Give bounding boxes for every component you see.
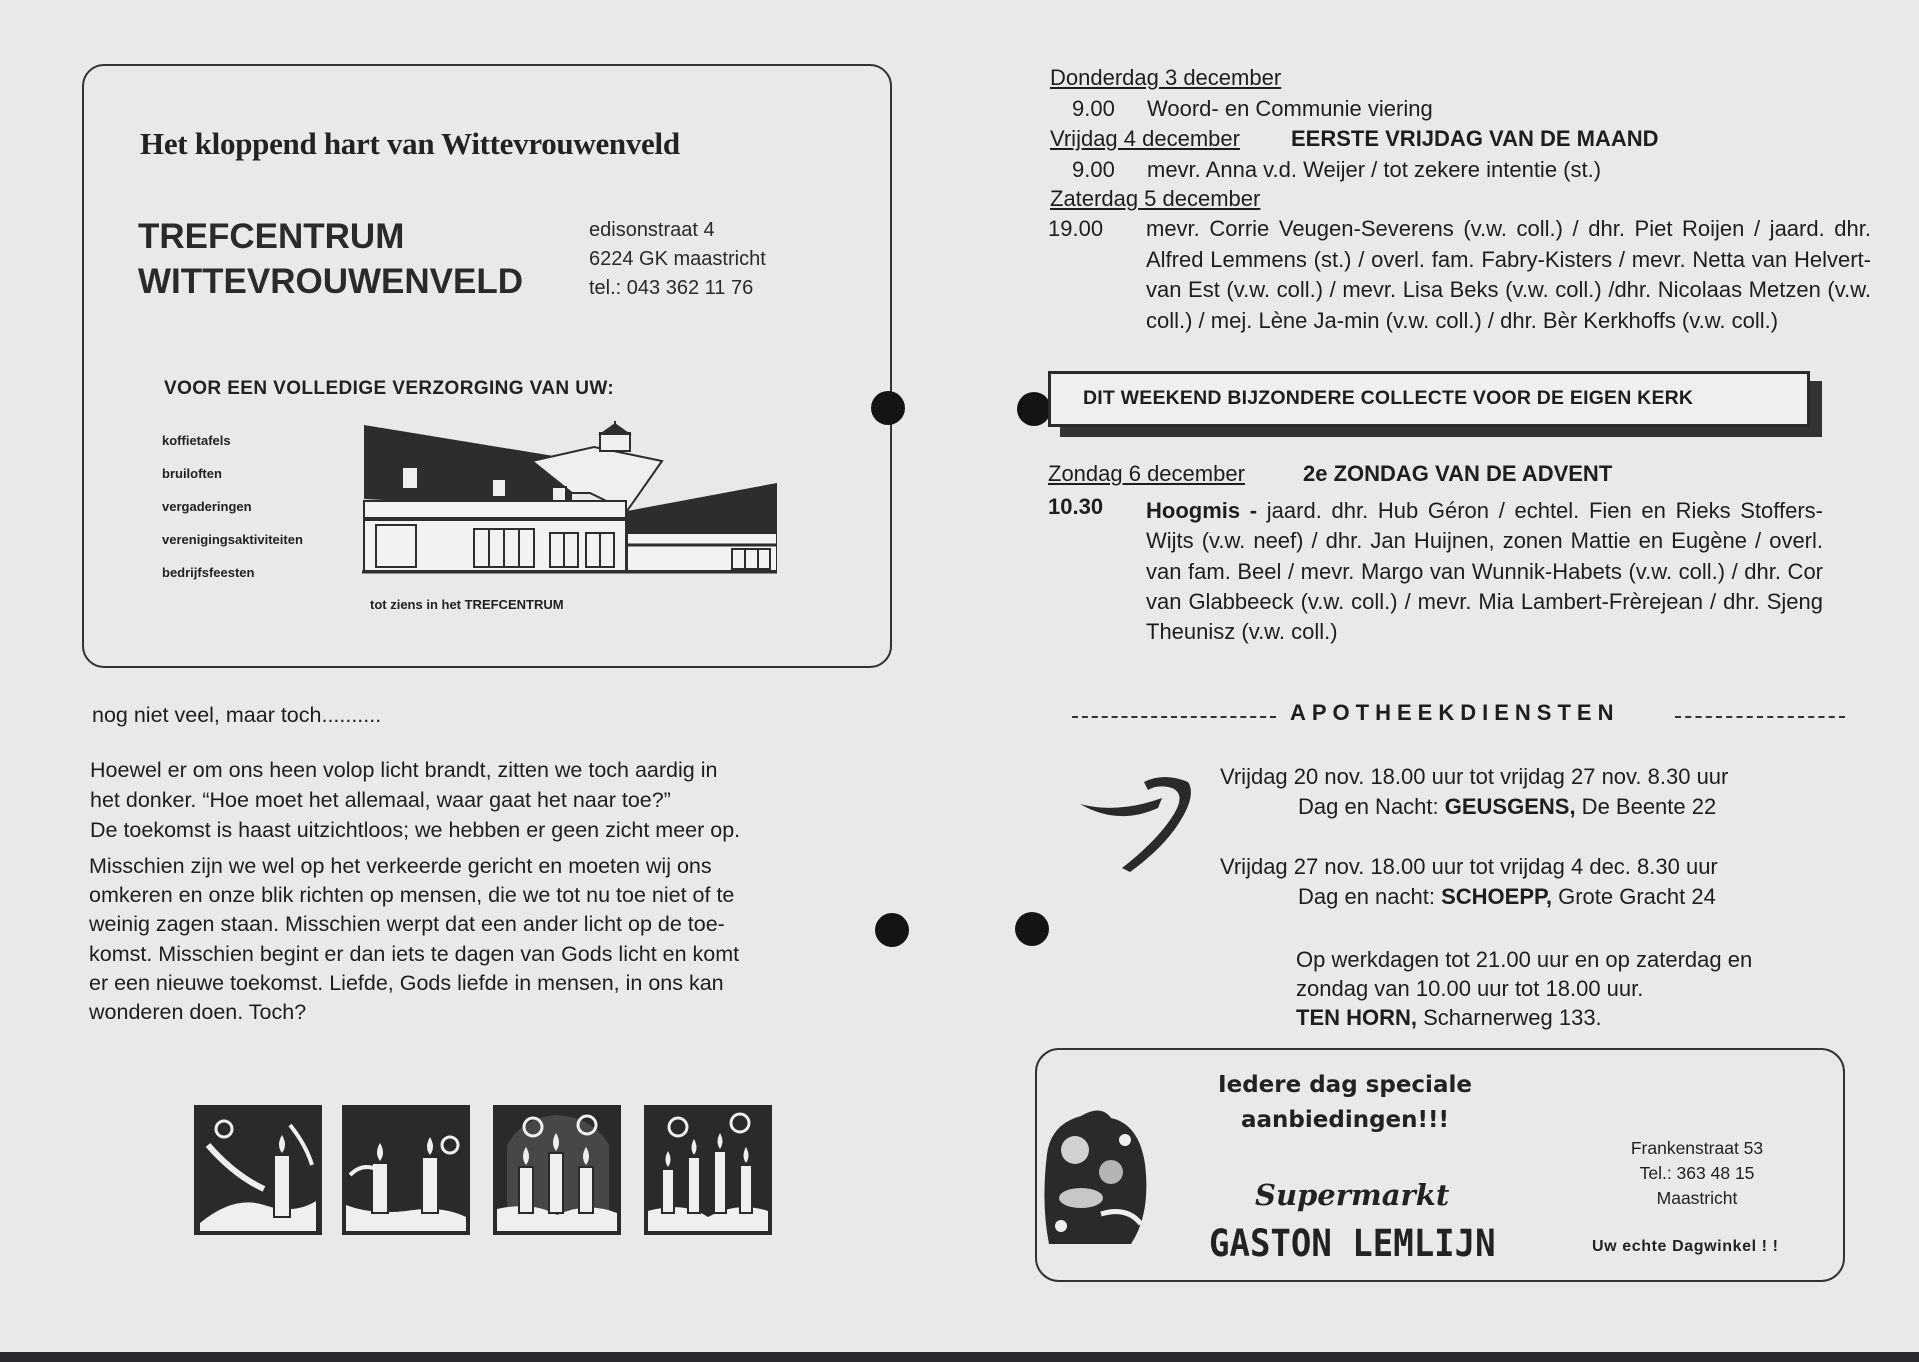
mass-intentions: jaard. dhr. Hub Géron / echtel. Fien en Rieks Stoffers-Wijts (v.w. neef) / dhr. Jan Huijnen, zonen Mattie en Eugène / overl. van fam. Beel / mevr. Margo van Wunnik-Habets (v.w. coll.) / dhr. Cor van Glabbeeck (v.w. coll.) / mevr. Mia Lambert-Frèrejean / dhr. Sjeng Theunisz (v.w. coll.) (1146, 498, 1823, 645)
fruit-basket-illustration (1041, 1094, 1151, 1254)
left-heading: nog niet veel, maar toch.......... (92, 703, 382, 727)
text-saturday: mevr. Corrie Veugen-Severens (v.w. coll.) / dhr. Piet Roijen / jaard. dhr. Alfred Lemmens (st.) / overl. fam. Fabry-Kisters / mevr. Netta van Helvert-van Est (v.w. coll.) / mevr. Lisa Beks (v.w. coll.) /dhr. Nicolaas Metzen (v.w. coll.) / mej. Lène Ja-min (v.w. coll.) / dhr. Bèr Kerkhoffs (v.w. coll.) (1146, 216, 1871, 333)
text-line: komst. Misschien begint er dan iets te dagen van Gods licht en komt (89, 941, 740, 966)
apotheek-pharmacy-2: Dag en nacht: SCHOEPP, Grote Gracht 24 (1298, 884, 1716, 909)
ad-script-logo: Supermarkt (1255, 1178, 1450, 1212)
ad-offer (1185, 1068, 1505, 1138)
service-item: koffietafels (162, 433, 231, 448)
left-paragraph-2 (89, 852, 739, 1027)
supermarket-ad (1035, 1048, 1845, 1282)
ad-store-address: Frankenstraat 53 Tel.: 363 48 15 Maastricht (1630, 1138, 1764, 1208)
text-line: er een nieuwe toekomst. Liefde, Gods liefde in mensen, in ons kan (89, 970, 724, 995)
text-line: het donker. “Hoe moet het allemaal, waar gaat het naar toe?” (90, 788, 671, 812)
day-label-thursday: Donderdag 3 december (1050, 65, 1282, 90)
offer-line1: Iedere dag speciale (1218, 1072, 1472, 1098)
pharmacy-snake-bowl-icon (1078, 774, 1196, 874)
text-line: omkeren en onze blik richten op mensen, die we tot nu toe niet of te (89, 883, 735, 908)
ad-street: edisonstraat 4 (589, 219, 715, 241)
building-illustration (362, 421, 777, 581)
service-item: vergaderingen (162, 499, 252, 514)
apotheek-weekend-hours: zondag van 10.00 uur tot 18.00 uur. (1296, 976, 1644, 1001)
ad-store-slogan: Uw echte Dagwinkel ! ! (1592, 1238, 1779, 1255)
binder-hole-icon (1015, 912, 1049, 946)
binder-hole-icon (871, 391, 905, 425)
day-label-sunday: Zondag 6 december (1048, 461, 1245, 486)
title-friday: EERSTE VRIJDAG VAN DE MAAND (1291, 126, 1659, 151)
text-line: De toekomst is haast uitzichtloos; we hebben er geen zicht meer op. (90, 818, 741, 842)
left-paragraph-1 (90, 755, 740, 845)
text-thursday: Woord- en Communie viering (1147, 96, 1433, 121)
ad-tagline: VOOR EEN VOLLEDIGE VERZORGING VAN UW: (164, 378, 615, 399)
offer-line2: aanbiedingen!!! (1241, 1107, 1449, 1133)
mass-label: Hoogmis - (1146, 498, 1258, 523)
apotheek-weekday-hours: Op werkdagen tot 21.00 uur en op zaterdag en (1296, 947, 1753, 972)
service-item: verenigingsaktiviteiten (162, 532, 303, 547)
service-item: bedrijfsfeesten (162, 565, 255, 580)
collecte-notice (1048, 371, 1810, 427)
advent-candle-2-icon (342, 1105, 470, 1235)
time-sunday: 10.30 (1048, 494, 1104, 519)
title-sunday: 2e ZONDAG VAN DE ADVENT (1303, 461, 1613, 486)
apotheek-period-1: Vrijdag 20 nov. 18.00 uur tot vrijdag 27 nov. 8.30 uur (1220, 764, 1729, 789)
text-friday: mevr. Anna v.d. Weijer / tot zekere intentie (st.) (1147, 157, 1602, 182)
time-saturday: 19.00 (1048, 216, 1104, 241)
ad-address (589, 216, 766, 303)
apotheek-title: APOTHEEKDIENSTEN (1290, 700, 1620, 725)
pharmacy-name: GEUSGENS, (1444, 794, 1576, 819)
ad-phone: tel.: 043 362 11 76 (589, 277, 754, 299)
text-line: weinig zagen staan. Misschien werpt dat een ander licht op de toe- (89, 912, 725, 937)
advent-candle-4-icon (644, 1105, 772, 1235)
ad-name-line2: WITTEVROUWENVELD (138, 262, 523, 301)
advent-candle-3-icon (493, 1105, 621, 1235)
time-friday: 9.00 (1072, 157, 1115, 182)
text-sunday (1146, 496, 1823, 647)
binder-hole-icon (875, 913, 909, 947)
pharmacy-name: SCHOEPP, (1441, 884, 1552, 909)
ad-store-name: GASTON LEMLIJN (1209, 1222, 1496, 1266)
ad-business-name (138, 214, 523, 304)
page-edge (0, 1352, 1919, 1362)
text-line: Hoewel er om ons heen volop licht brandt, zitten we toch aardig in (90, 758, 718, 782)
apotheek-pharmacy-1: Dag en Nacht: GEUSGENS, De Beente 22 (1298, 794, 1717, 819)
ad-slogan: Het kloppend hart van Wittevrouwenveld (140, 126, 680, 161)
pharmacy-name: TEN HORN, (1296, 1005, 1417, 1030)
text-line: Misschien zijn we wel op het verkeerde gericht en moeten wij ons (89, 854, 712, 878)
time-thursday: 9.00 (1072, 96, 1115, 121)
binder-hole-icon (1017, 392, 1051, 426)
services-list (162, 424, 303, 589)
day-label-friday: Vrijdag 4 december (1050, 126, 1240, 151)
apotheek-pharmacy-3: TEN HORN, Scharnerweg 133. (1296, 1005, 1602, 1030)
service-item: bruiloften (162, 466, 222, 481)
day-label-saturday: Zaterdag 5 december (1050, 186, 1261, 211)
collecte-text: DIT WEEKEND BIJZONDERE COLLECTE VOOR DE EIGEN KERK (1083, 387, 1694, 409)
trefcentrum-ad (82, 64, 892, 668)
ad-footer: tot ziens in het TREFCENTRUM (370, 597, 564, 612)
text-line: wonderen doen. Toch? (89, 1000, 307, 1025)
divider-line (1675, 716, 1845, 718)
ad-name-line1: TREFCENTRUM (138, 217, 405, 256)
apotheek-period-2: Vrijdag 27 nov. 18.00 uur tot vrijdag 4 dec. 8.30 uur (1220, 854, 1718, 879)
divider-line (1072, 716, 1276, 718)
ad-city: 6224 GK maastricht (589, 248, 766, 270)
advent-candle-1-icon (194, 1105, 322, 1235)
